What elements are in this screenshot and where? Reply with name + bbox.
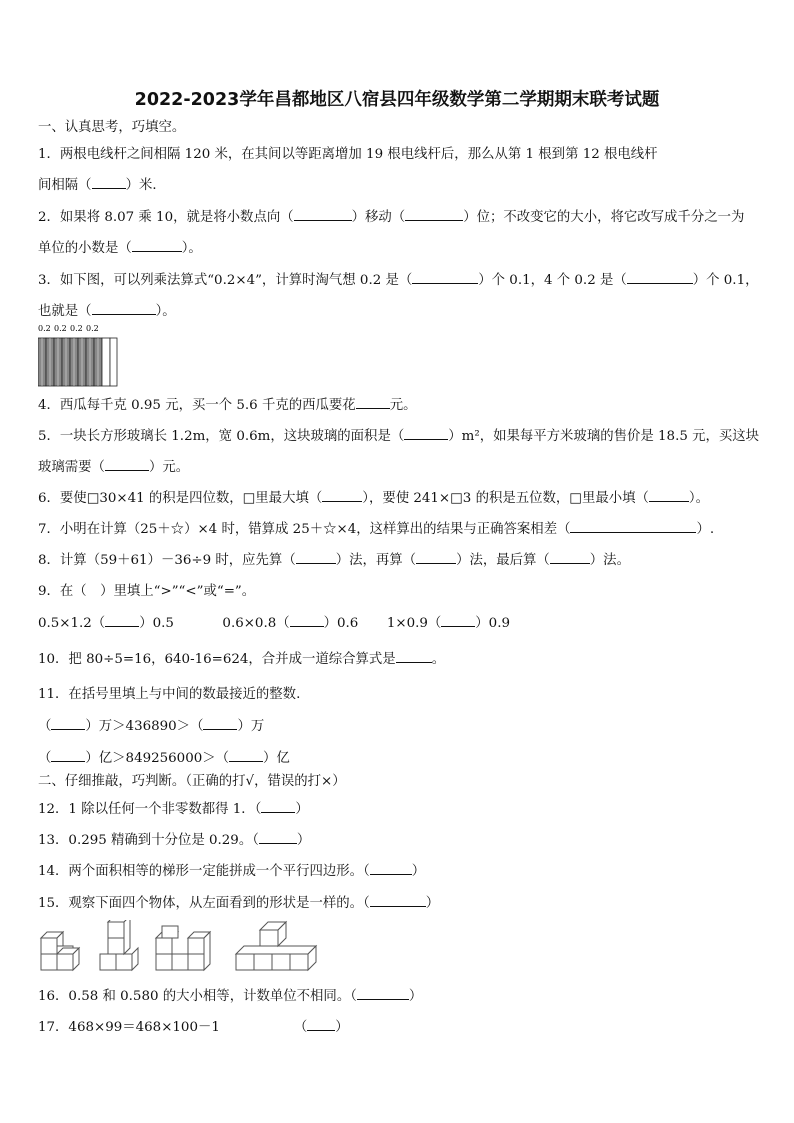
answer-blank[interactable] — [307, 1018, 335, 1031]
question-5-line-1: 5．一块长方形玻璃长 1.2m，宽 0.6m，这块玻璃的面积是（ ）m²，如果每平方米玻璃的售价是 18.5 元，买这块 — [38, 429, 760, 444]
answer-blank[interactable] — [51, 749, 85, 762]
question-7: 7．小明在计算（25＋☆）×4 时，错算成 25＋☆×4，这样算出的结果与正确答案相差（ ）. — [38, 522, 715, 537]
question-8: 8．计算（59＋61）－36÷9 时，应先算（ ）法，再算（ ）法，最后算（ ）法。 — [38, 553, 630, 568]
bar-strips — [38, 338, 117, 386]
section-1-heading: 一、认真思考，巧填空。 — [38, 120, 186, 135]
answer-blank[interactable] — [404, 427, 448, 440]
answer-blank[interactable] — [370, 862, 412, 875]
answer-blank[interactable] — [441, 614, 475, 627]
question-3-line-1: 3．如下图，可以列乘法算式“0.2×4”，计算时淘气想 0.2 是（ ）个 0.1，4 个 0.2 是（ ）个 0.1， — [38, 273, 759, 288]
answer-blank[interactable] — [92, 302, 156, 315]
question-11: 11．在括号里填上与中间的数最接近的整数. — [38, 687, 301, 702]
answer-blank[interactable] — [550, 551, 590, 564]
question-10: 10．把 80÷5=16，640-16=624，合并成一道综合算式是 。 — [38, 652, 446, 667]
answer-blank[interactable] — [92, 176, 126, 189]
question-14: 14．两个面积相等的梯形一定能拼成一个平行四边形。（ ） — [38, 864, 426, 879]
question-17: 17．468×99＝468×100－1 （ ） — [38, 1020, 349, 1035]
bar-label: 0.2 — [86, 324, 99, 333]
question-15: 15．观察下面四个物体，从左面看到的形状是一样的。（ ） — [38, 896, 440, 911]
answer-blank[interactable] — [105, 614, 139, 627]
answer-blank[interactable] — [396, 650, 432, 663]
question-13: 13．0.295 精确到十分位是 0.29。（ ） — [38, 833, 311, 848]
answer-blank[interactable] — [370, 894, 426, 907]
answer-blank[interactable] — [627, 271, 693, 284]
answer-blank[interactable] — [412, 271, 478, 284]
question-1-line-1: 1．两根电线杆之间相隔 120 米，在其间以等距离增加 19 根电线杆后，那么从第 1 根到第 12 根电线杆 — [38, 147, 658, 162]
answer-blank[interactable] — [261, 800, 295, 813]
answer-blank[interactable] — [296, 551, 336, 564]
question-16: 16．0.58 和 0.580 的大小相等，计数单位不相同。（ ） — [38, 989, 423, 1004]
cube-object-2 — [100, 920, 138, 970]
section-2-heading: 二、仔细推敲，巧判断。（正确的打√，错误的打×） — [38, 774, 346, 789]
bar-label: 0.2 — [54, 324, 67, 333]
answer-blank[interactable] — [51, 717, 85, 730]
answer-blank[interactable] — [229, 749, 263, 762]
answer-blank[interactable] — [105, 458, 149, 471]
question-3-line-2: 也就是（ ）。 — [38, 304, 176, 319]
cube-objects-figure — [38, 920, 338, 976]
question-9: 9．在（ ）里填上“>”“<”或“=”。 — [38, 584, 256, 599]
answer-blank[interactable] — [416, 551, 456, 564]
decimal-bar-figure — [38, 322, 118, 388]
answer-blank[interactable] — [570, 520, 696, 533]
answer-blank[interactable] — [649, 489, 689, 502]
answer-blank[interactable] — [405, 208, 463, 221]
question-1-line-2: 间相隔（ ）米． — [38, 178, 166, 193]
answer-blank[interactable] — [203, 717, 237, 730]
answer-blank[interactable] — [294, 208, 352, 221]
answer-blank[interactable] — [322, 489, 362, 502]
page-title: 2022-2023学年昌都地区八宿县四年级数学第二学期期末联考试题 — [134, 90, 660, 110]
question-2-line-2: 单位的小数是（ ）。 — [38, 241, 202, 256]
answer-blank[interactable] — [356, 396, 390, 409]
cube-object-1 — [41, 932, 79, 970]
question-9-comparisons: 0.5×1.2（ ）0.5 0.6×0.8（ ）0.6 1×0.9（ ）0.9 — [38, 616, 510, 631]
question-5-line-2: 玻璃需要（ ）元。 — [38, 460, 190, 475]
bar-label: 0.2 — [38, 324, 51, 333]
answer-blank[interactable] — [259, 831, 297, 844]
answer-blank[interactable] — [132, 239, 182, 252]
question-6: 6．要使□30×41 的积是四位数，□里最大填（ ），要使 241×□3 的积是五位数，□里最小填（ ）。 — [38, 491, 710, 506]
cube-object-4 — [236, 922, 316, 970]
question-11-row-1: （ ）万＞436890＞（ ）万 — [38, 719, 265, 734]
bar-label: 0.2 — [70, 324, 83, 333]
question-11-row-2: （ ）亿＞849256000＞（ ）亿 — [38, 751, 290, 766]
question-2-line-1: 2．如果将 8.07 乘 10，就是将小数点向（ ）移动（ ）位；不改变它的大小，将它改写成千分之一为 — [38, 210, 745, 225]
cube-object-3 — [156, 926, 210, 970]
answer-blank[interactable] — [357, 987, 409, 1000]
answer-blank[interactable] — [290, 614, 324, 627]
question-12: 12．1 除以任何一个非零数都得 1．（ ） — [38, 802, 309, 817]
question-4: 4．西瓜每千克 0.95 元，买一个 5.6 千克的西瓜要花 元。 — [38, 398, 417, 413]
